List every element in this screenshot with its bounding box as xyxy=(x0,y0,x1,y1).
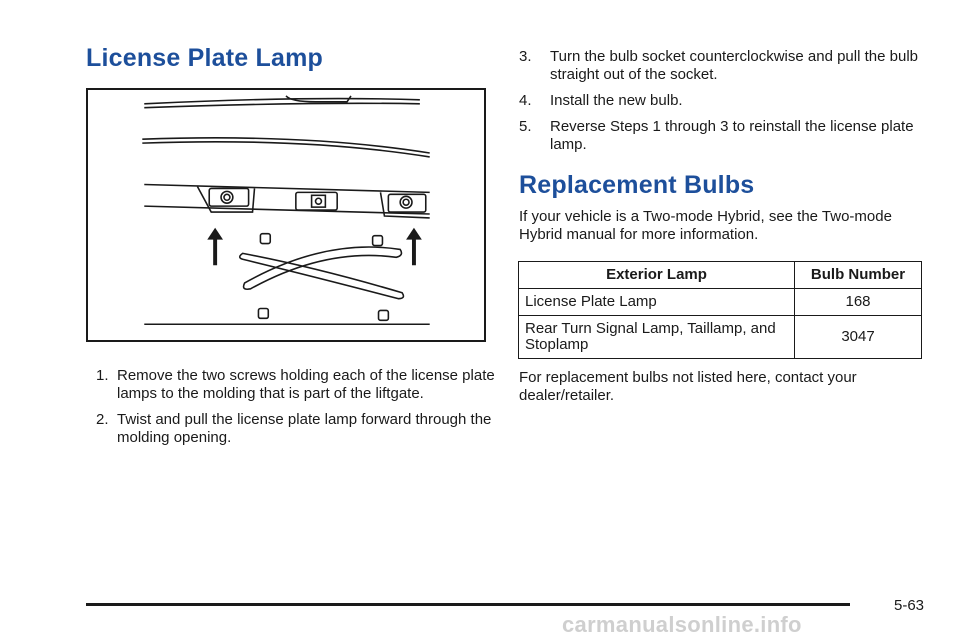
strap xyxy=(244,247,402,289)
step-text: Turn the bulb socket counterclockwise and pull the bulb straight out of the socket. xyxy=(550,48,918,83)
liftgate-trim-line xyxy=(144,103,420,107)
lamp-name-cell: Rear Turn Signal Lamp, Taillamp, and Stoplamp xyxy=(519,316,795,359)
step-text: Install the new bulb. xyxy=(550,92,683,109)
column-header-bulb-number: Bulb Number xyxy=(795,262,922,289)
step-item xyxy=(519,118,929,154)
step-number: 1. xyxy=(96,367,109,384)
liftgate-edge-line xyxy=(142,142,429,157)
page-number: 5-63 xyxy=(894,597,925,614)
step-text: Reverse Steps 1 through 3 to reinstall the license plate lamp. xyxy=(550,118,914,153)
molding-outline xyxy=(144,206,429,214)
lamp-name-cell: License Plate Lamp xyxy=(519,289,795,316)
step-text: Twist and pull the license plate lamp forward through the molding opening. xyxy=(117,411,492,446)
step-text: Remove the two screws holding each of the license plate lamps to the molding that is part of the liftgate. xyxy=(117,367,495,402)
step-number: 4. xyxy=(519,92,532,109)
table-row xyxy=(519,316,922,359)
bulb-number-cell: 3047 xyxy=(795,316,922,359)
table-row xyxy=(519,289,922,316)
column-header-exterior-lamp: Exterior Lamp xyxy=(519,262,795,289)
step-item xyxy=(519,48,929,84)
continued-steps-list xyxy=(519,48,929,162)
removal-steps-list xyxy=(86,367,496,455)
section-title-replacement-bulbs: Replacement Bulbs xyxy=(519,171,755,199)
left-arrow xyxy=(207,228,223,265)
step-item xyxy=(519,92,929,110)
footer-rule xyxy=(86,603,850,606)
step-number: 5. xyxy=(519,118,532,135)
table-header-row xyxy=(519,262,922,289)
dealer-note: For replacement bulbs not listed here, contact your dealer/retailer. xyxy=(519,369,857,404)
right-arrow xyxy=(406,228,422,265)
step-number: 3. xyxy=(519,48,532,65)
watermark: carmanualsonline.info xyxy=(562,612,802,637)
bulb-number-cell: 168 xyxy=(795,289,922,316)
hybrid-note: If your vehicle is a Two-mode Hybrid, see the Two-mode Hybrid manual for more information. xyxy=(519,208,892,243)
bulb-table xyxy=(518,261,922,359)
step-item xyxy=(86,367,496,403)
section-title-license-plate-lamp: License Plate Lamp xyxy=(86,44,324,72)
license-plate-lamp-illustration xyxy=(86,88,486,342)
molding-outline xyxy=(144,184,429,192)
step-number: 2. xyxy=(96,411,109,428)
step-item xyxy=(86,411,496,447)
